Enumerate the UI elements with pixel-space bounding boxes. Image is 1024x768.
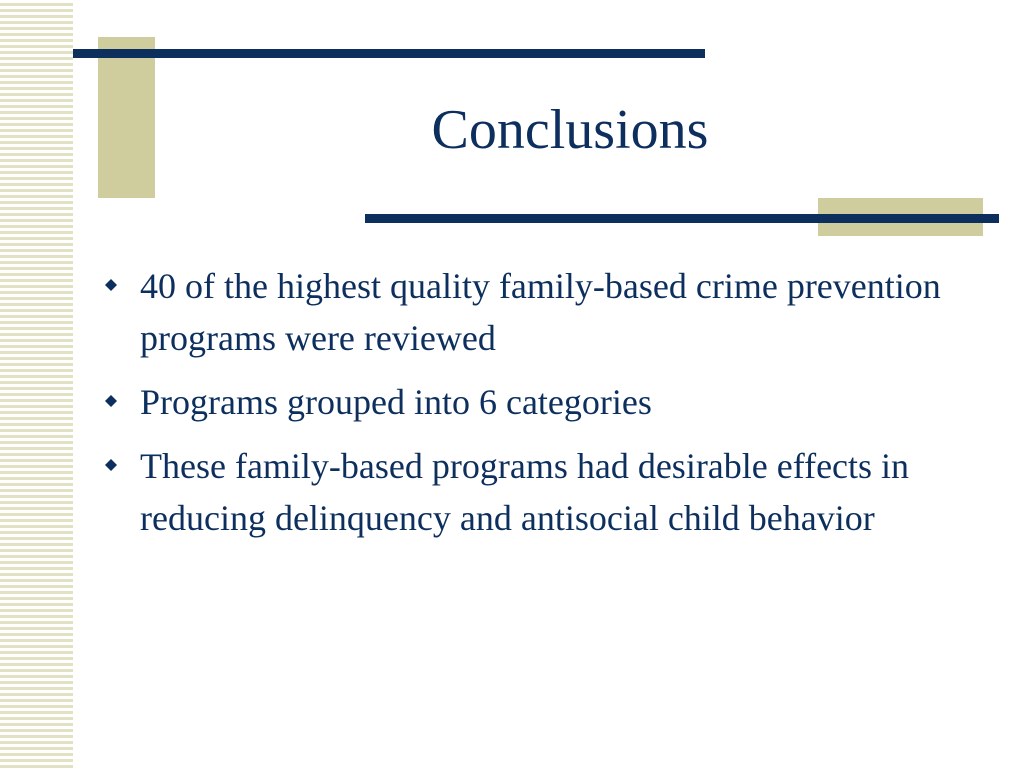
bullet-text: Programs grouped into 6 categories xyxy=(140,382,652,422)
slide-title: Conclusions xyxy=(431,99,709,161)
title-rule-bottom xyxy=(365,214,999,223)
bullet-item xyxy=(105,440,985,544)
bullet-text: 40 of the highest quality family-based crime prevention programs were reviewed xyxy=(140,266,941,358)
bullet-list xyxy=(105,260,985,556)
diamond-bullet-icon xyxy=(105,459,117,471)
title-rule-top xyxy=(73,49,705,58)
bullet-text: These family-based programs had desirable effects in reducing delinquency and antisocial child behavior xyxy=(140,446,910,538)
bullet-item xyxy=(105,376,985,428)
diamond-bullet-icon xyxy=(105,279,117,291)
decorative-stripe-band xyxy=(0,0,73,768)
decorative-khaki-block-left xyxy=(98,37,155,198)
bullet-item xyxy=(105,260,985,364)
diamond-bullet-icon xyxy=(105,395,117,407)
